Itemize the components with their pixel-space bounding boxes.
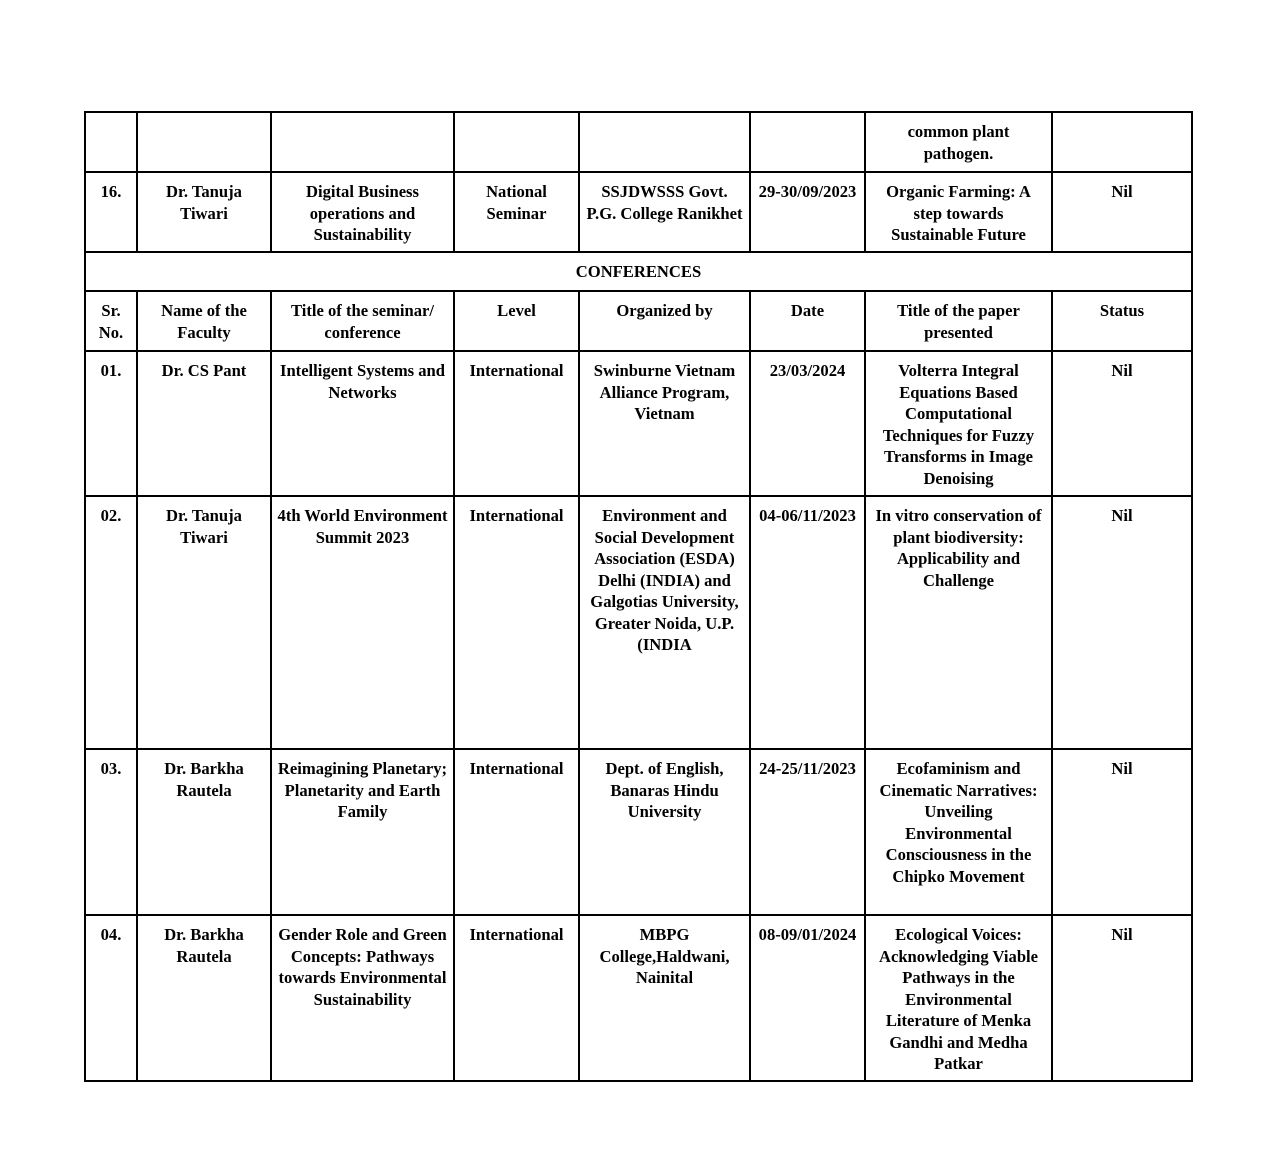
cell-date: 08-09/01/2024 <box>750 915 865 1081</box>
cell-level: International <box>454 351 579 496</box>
cell-paper: In vitro conservation of plant biodiversity: Applicability and Challenge <box>865 496 1052 749</box>
cell-organizer: Dept. of English, Banaras Hindu University <box>579 749 750 915</box>
cell-status: Nil <box>1052 915 1192 1081</box>
cell-paper: common plant pathogen. <box>865 112 1052 172</box>
cell-organizer: Swinburne Vietnam Alliance Program, Vietnam <box>579 351 750 496</box>
cell-date: 23/03/2024 <box>750 351 865 496</box>
table-row <box>85 496 1192 749</box>
table-header-row <box>85 291 1192 351</box>
cell-level: National Seminar <box>454 172 579 252</box>
header-status: Status <box>1052 291 1192 351</box>
cell-faculty <box>137 112 271 172</box>
cell-paper: Ecological Voices: Acknowledging Viable Pathways in the Environmental Literature of Menka Gandhi and Medha Patkar <box>865 915 1052 1081</box>
cell-level: International <box>454 496 579 749</box>
cell-level <box>454 112 579 172</box>
cell-title: 4th World Environment Summit 2023 <box>271 496 454 749</box>
cell-organizer: MBPG College,Haldwani, Nainital <box>579 915 750 1081</box>
table-row <box>85 351 1192 496</box>
cell-faculty: Dr. Barkha Rautela <box>137 915 271 1081</box>
header-level: Level <box>454 291 579 351</box>
table-row <box>85 915 1192 1081</box>
cell-date <box>750 112 865 172</box>
cell-date: 24-25/11/2023 <box>750 749 865 915</box>
table-row <box>85 749 1192 915</box>
cell-status: Nil <box>1052 749 1192 915</box>
cell-date: 29-30/09/2023 <box>750 172 865 252</box>
cell-status: Nil <box>1052 351 1192 496</box>
cell-paper: Volterra Integral Equations Based Computational Techniques for Fuzzy Transforms in Image Denoising <box>865 351 1052 496</box>
cell-faculty: Dr. CS Pant <box>137 351 271 496</box>
header-title: Title of the seminar/ conference <box>271 291 454 351</box>
cell-level: International <box>454 915 579 1081</box>
table-row-continuation <box>85 112 1192 172</box>
cell-faculty: Dr. Tanuja Tiwari <box>137 496 271 749</box>
cell-sr: 01. <box>85 351 137 496</box>
cell-title: Reimagining Planetary; Planetarity and Earth Family <box>271 749 454 915</box>
cell-organizer: Environment and Social Development Association (ESDA) Delhi (INDIA) and Galgotias University, Greater Noida, U.P. (INDIA <box>579 496 750 749</box>
table-row <box>85 172 1192 252</box>
header-organizer: Organized by <box>579 291 750 351</box>
cell-paper: Ecofaminism and Cinematic Narratives: Unveiling Environmental Consciousness in the Chipko Movement <box>865 749 1052 915</box>
cell-title: Intelligent Systems and Networks <box>271 351 454 496</box>
cell-sr: 02. <box>85 496 137 749</box>
cell-paper: Organic Farming: A step towards Sustainable Future <box>865 172 1052 252</box>
cell-organizer <box>579 112 750 172</box>
header-date: Date <box>750 291 865 351</box>
cell-faculty: Dr. Tanuja Tiwari <box>137 172 271 252</box>
header-sr-no: Sr. No. <box>85 291 137 351</box>
cell-date: 04-06/11/2023 <box>750 496 865 749</box>
cell-title <box>271 112 454 172</box>
section-title: CONFERENCES <box>85 252 1192 291</box>
cell-level: International <box>454 749 579 915</box>
cell-organizer: SSJDWSSS Govt. P.G. College Ranikhet <box>579 172 750 252</box>
header-faculty: Name of the Faculty <box>137 291 271 351</box>
seminars-conferences-table <box>84 111 1193 1082</box>
cell-faculty: Dr. Barkha Rautela <box>137 749 271 915</box>
cell-title: Gender Role and Green Concepts: Pathways towards Environmental Sustainability <box>271 915 454 1081</box>
cell-sr: 03. <box>85 749 137 915</box>
cell-status: Nil <box>1052 496 1192 749</box>
cell-sr <box>85 112 137 172</box>
cell-sr: 04. <box>85 915 137 1081</box>
cell-title: Digital Business operations and Sustainability <box>271 172 454 252</box>
section-heading-row <box>85 252 1192 291</box>
cell-sr: 16. <box>85 172 137 252</box>
cell-status: Nil <box>1052 172 1192 252</box>
header-paper: Title of the paper presented <box>865 291 1052 351</box>
cell-status <box>1052 112 1192 172</box>
